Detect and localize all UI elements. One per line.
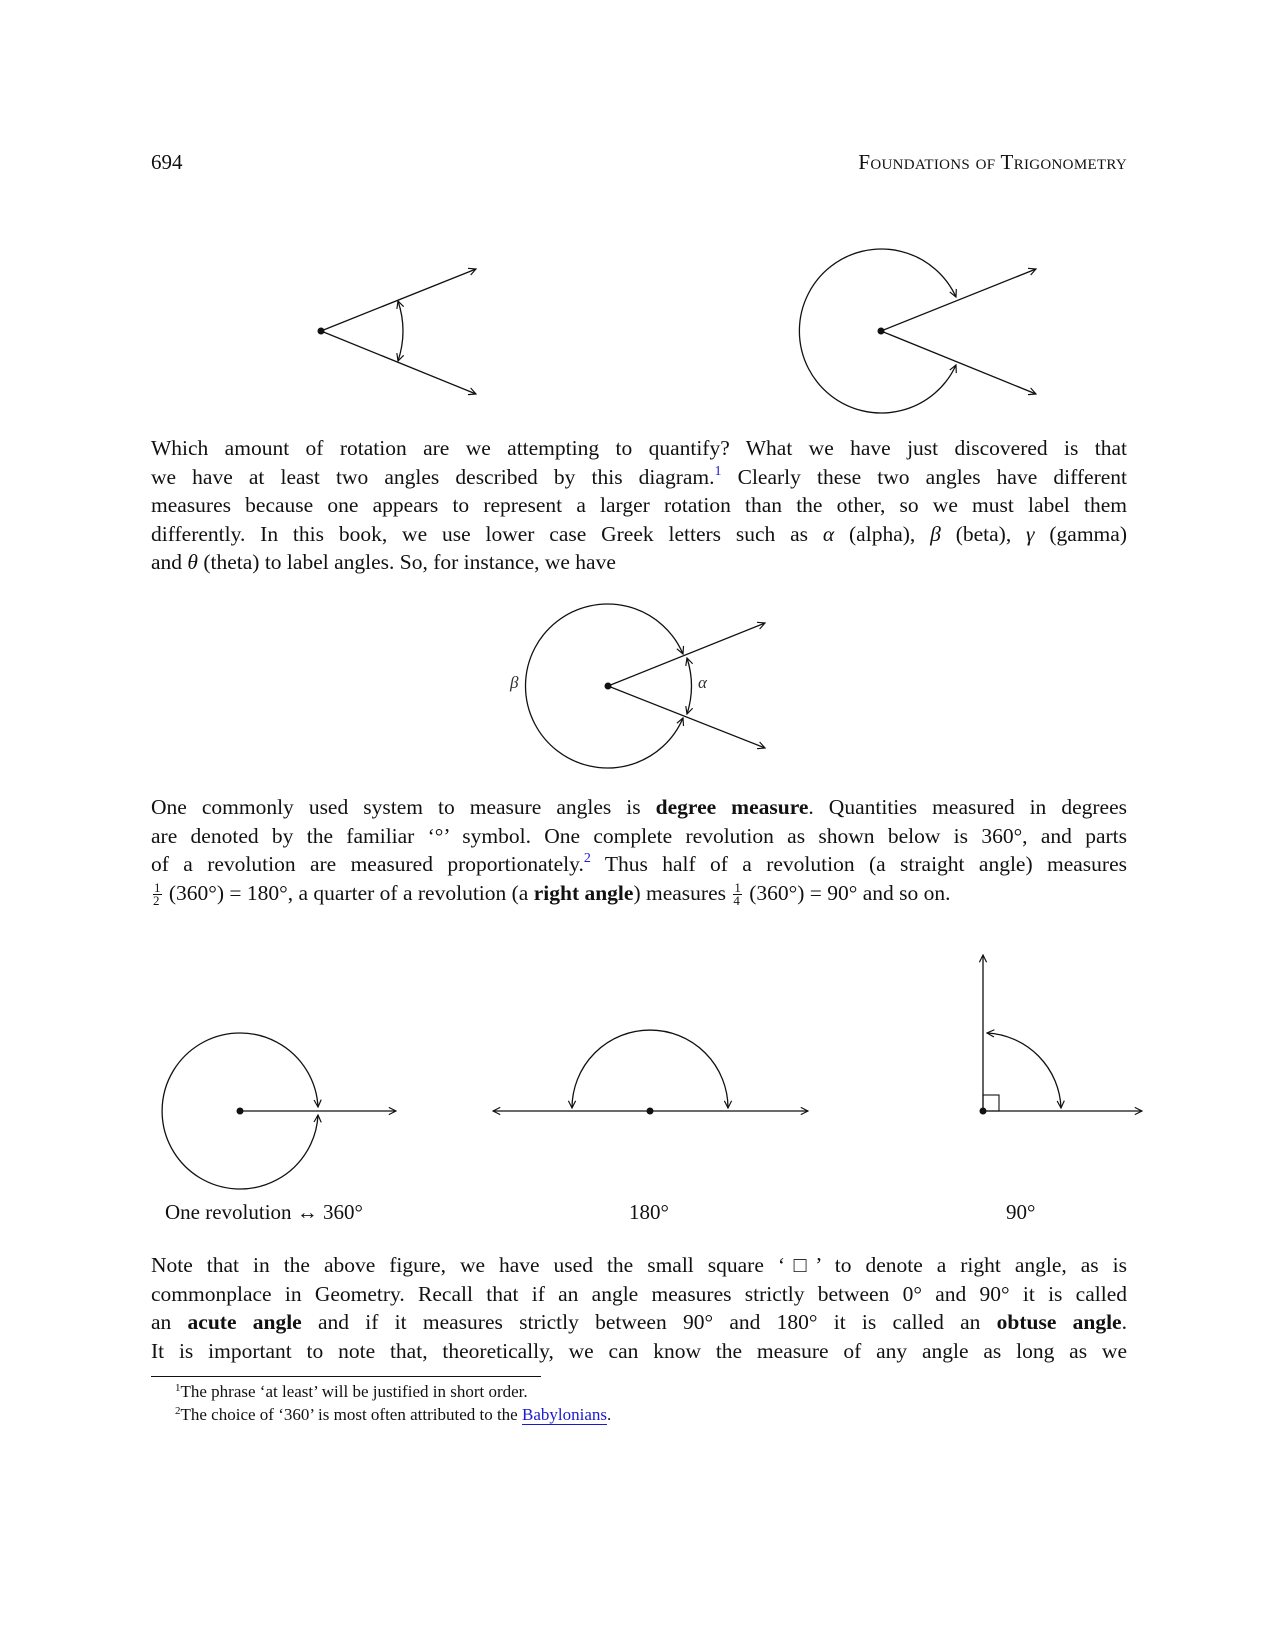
vertex-dot — [318, 328, 325, 335]
text-line: and θ (theta) to label angles. So, for instance, we have — [151, 550, 616, 574]
babylonians-link[interactable]: Babylonians — [521, 1405, 607, 1424]
footnote-rule — [151, 1376, 541, 1377]
term-right-angle: right angle — [533, 880, 634, 905]
text-line: we have at least two angles described by this diagram.$^1$ Clearly these two angles have different — [151, 463, 1127, 489]
figure-acute-angle — [318, 269, 477, 394]
text-line: $\frac{1}{2}$ (360°) = 180°, a quarter of a revolution (a right angle) measures $\frac{1}{4}$ (360°) = 90° and so on. — [153, 880, 951, 909]
vertex-dot — [237, 1108, 244, 1115]
figure-right-angle — [980, 955, 1143, 1115]
footnote-ref-1[interactable]: 1 — [714, 463, 722, 479]
page-number: 694 — [151, 150, 183, 174]
text-line: measures because one appears to represent a larger rotation than the other, so we must label them — [151, 493, 1127, 517]
label-alpha: α — [698, 673, 707, 692]
caption-90: 90° — [1006, 1200, 1036, 1224]
figure-alpha-beta — [526, 604, 765, 768]
vertex-dot — [878, 328, 885, 335]
footnote-1: $^1$The phrase ‘at least’ will be justified in short order. — [175, 1382, 528, 1401]
paragraph-right-angle-note — [151, 1251, 1127, 1365]
footnote-ref-2[interactable]: 2 — [583, 851, 591, 866]
term-acute-angle: acute angle — [187, 1310, 302, 1334]
text-line: Note that in the above figure, we have used the small square ‘□’ to denote a right angle, as is — [151, 1253, 1127, 1277]
text-line: Which amount of rotation are we attempting to quantify? What we have just discovered is that — [151, 436, 1127, 460]
caption-180: 180° — [629, 1200, 669, 1224]
text-line: an acute angle and if it measures strictly between 90° and 180° it is called an obtuse angle. — [151, 1310, 1127, 1334]
text-line: differently. In this book, we use lower case Greek letters such as α (alpha), β (beta), γ (gamma) — [151, 521, 1127, 546]
caption-one-revolution: One revolution ↔ 360° — [165, 1200, 363, 1224]
text-line: are denoted by the familiar ‘°’ symbol. One complete revolution as shown below is 360°, and parts — [151, 823, 1127, 848]
running-title: Foundations of Trigonometry — [858, 150, 1127, 174]
figure-reflex-angle — [799, 249, 1036, 413]
fraction-quarter: $\frac{1}{4}$ — [733, 880, 741, 909]
vertex-dot — [647, 1108, 654, 1115]
vertex-dot — [980, 1108, 987, 1115]
paragraph-rotation — [151, 434, 1127, 577]
label-beta: β — [510, 673, 519, 692]
text-line: One commonly used system to measure angles is degree measure. Quantities measured in degrees — [151, 795, 1127, 819]
figure-straight-angle — [493, 1030, 808, 1114]
fraction-half: $\frac{1}{2}$ — [153, 880, 161, 909]
figure-one-revolution — [162, 1033, 396, 1189]
text-line: It is important to note that, theoretically, we can know the measure of any angle as long as we — [151, 1338, 1127, 1363]
footnote-2: $^2$The choice of ‘360’ is most often attributed to the Babylonians. — [175, 1405, 612, 1424]
term-degree-measure: degree measure — [655, 795, 809, 819]
text-line: of a revolution are measured proportionately.$^2$ Thus half of a revolution (a straight angle) measures — [151, 851, 1127, 876]
vertex-dot — [605, 683, 612, 690]
text-line: commonplace in Geometry. Recall that if an angle measures strictly between 0° and 90° it is called — [151, 1281, 1127, 1306]
paragraph-degree-measure — [151, 793, 1127, 907]
term-obtuse-angle: obtuse angle — [996, 1310, 1122, 1334]
